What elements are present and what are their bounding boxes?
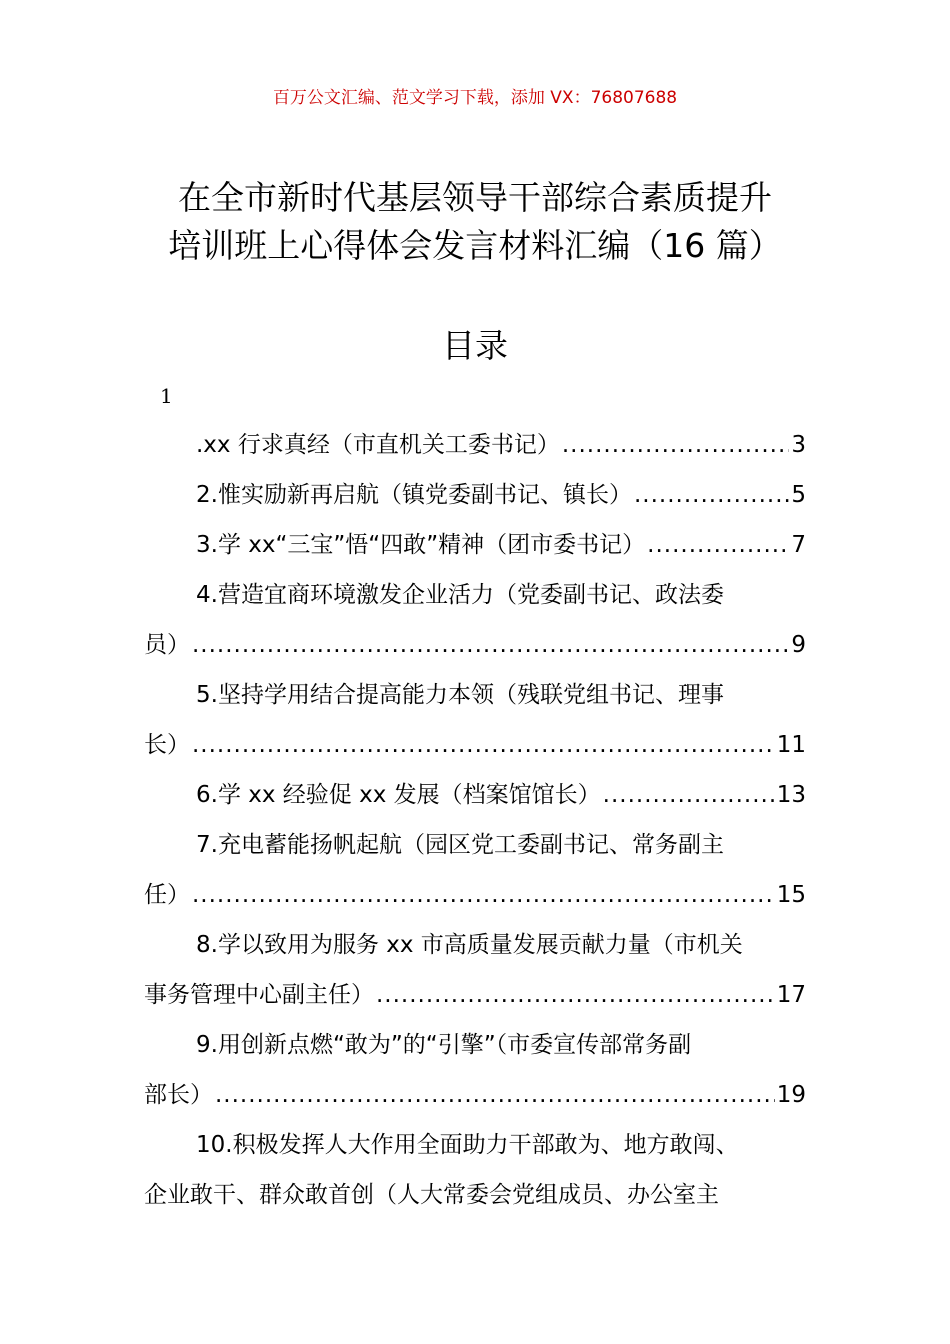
toc-entry-line [144,670,806,720]
toc-entry-line-continued [144,1070,806,1120]
toc-entry-title: .xx 行求真经（市直机关工委书记） [196,432,560,458]
toc-entry-7[interactable] [144,820,806,920]
toc-leader-dots [647,520,789,570]
toc-entry-line [144,420,806,470]
toc-entry-title-continued: 任） [144,882,190,908]
toc-entry-3[interactable] [144,520,806,570]
toc-entry-title: 6.学 xx 经验促 xx 发展（档案馆馆长） [196,782,601,808]
toc-entry-4[interactable] [144,570,806,670]
toc-entry-line [144,920,806,970]
toc-entry-10[interactable] [144,1120,806,1220]
page-marker: 1 [160,384,173,408]
toc-entry-8[interactable] [144,920,806,1020]
toc-page-number: 3 [791,432,806,458]
toc-entry-line [144,770,806,820]
toc-page-number: 7 [791,532,806,558]
toc-leader-dots [192,870,775,920]
toc-leader-dots [192,620,789,670]
toc-leader-dots [562,420,790,470]
toc-page-number: 19 [776,1082,806,1108]
toc-entry-line [144,520,806,570]
toc-entry-title: 9.用创新点燃“敢为”的“引擎”（市委宣传部常务副 [196,1032,692,1058]
toc-entry-6[interactable] [144,770,806,820]
toc-entry-title: 7.充电蓄能扬帆起航（园区党工委副书记、常务副主 [196,832,724,858]
toc-entry-line-continued [144,620,806,670]
toc-entry-title-continued: 长） [144,732,190,758]
toc-entry-line-continued [144,870,806,920]
document-title [120,174,830,270]
toc-entry-line-continued [144,720,806,770]
toc-entry-title: 2.惟实励新再启航（镇党委副书记、镇长） [196,482,632,508]
toc-entry-title-continued: 企业敢干、群众敢首创（人大常委会党组成员、办公室主 [144,1182,719,1208]
toc-entry-2[interactable] [144,470,806,520]
toc-entry-title: 10.积极发挥人大作用全面助力干部敢为、地方敢闯、 [196,1132,739,1158]
toc-leader-dots [215,1070,775,1120]
toc-page-number: 11 [776,732,806,758]
toc-leader-dots [192,720,775,770]
toc-entry-line [144,1020,806,1070]
toc-entry-line [144,570,806,620]
toc-leader-dots [603,770,775,820]
toc-entry-title: 3.学 xx“三宝”悟“四敢”精神（团市委书记） [196,532,646,558]
toc-entry-title: 5.坚持学用结合提高能力本领（残联党组书记、理事 [196,682,724,708]
toc-page-number: 13 [776,782,806,808]
toc-entry-title: 4.营造宜商环境激发企业活力（党委副书记、政法委 [196,582,724,608]
title-line-2: 培训班上心得体会发言材料汇编（16 篇） [168,226,782,265]
toc-entry-5[interactable] [144,670,806,770]
toc-entry-line [144,470,806,520]
toc-entry-1[interactable] [144,420,806,470]
toc-leader-dots [376,970,775,1020]
header-note: 百万公文汇编、范文学习下载，添加 VX：76807688 [272,88,678,108]
toc-entry-line-continued [144,1170,806,1220]
toc-page-number: 15 [776,882,806,908]
table-of-contents [144,420,806,1220]
toc-entry-title-continued: 事务管理中心副主任） [144,982,374,1008]
toc-entry-9[interactable] [144,1020,806,1120]
toc-entry-title: 8.学以致用为服务 xx 市高质量发展贡献力量（市机关 [196,932,743,958]
toc-page-number: 17 [776,982,806,1008]
toc-heading: 目录 [442,326,508,365]
toc-entry-line [144,1120,806,1170]
toc-entry-title-continued: 员） [144,632,190,658]
title-line-1: 在全市新时代基层领导干部综合素质提升 [178,178,772,217]
toc-entry-line-continued [144,970,806,1020]
toc-page-number: 9 [791,632,806,658]
toc-page-number: 5 [791,482,806,508]
toc-entry-line [144,820,806,870]
toc-entry-title-continued: 部长） [144,1082,213,1108]
toc-leader-dots [634,470,789,520]
